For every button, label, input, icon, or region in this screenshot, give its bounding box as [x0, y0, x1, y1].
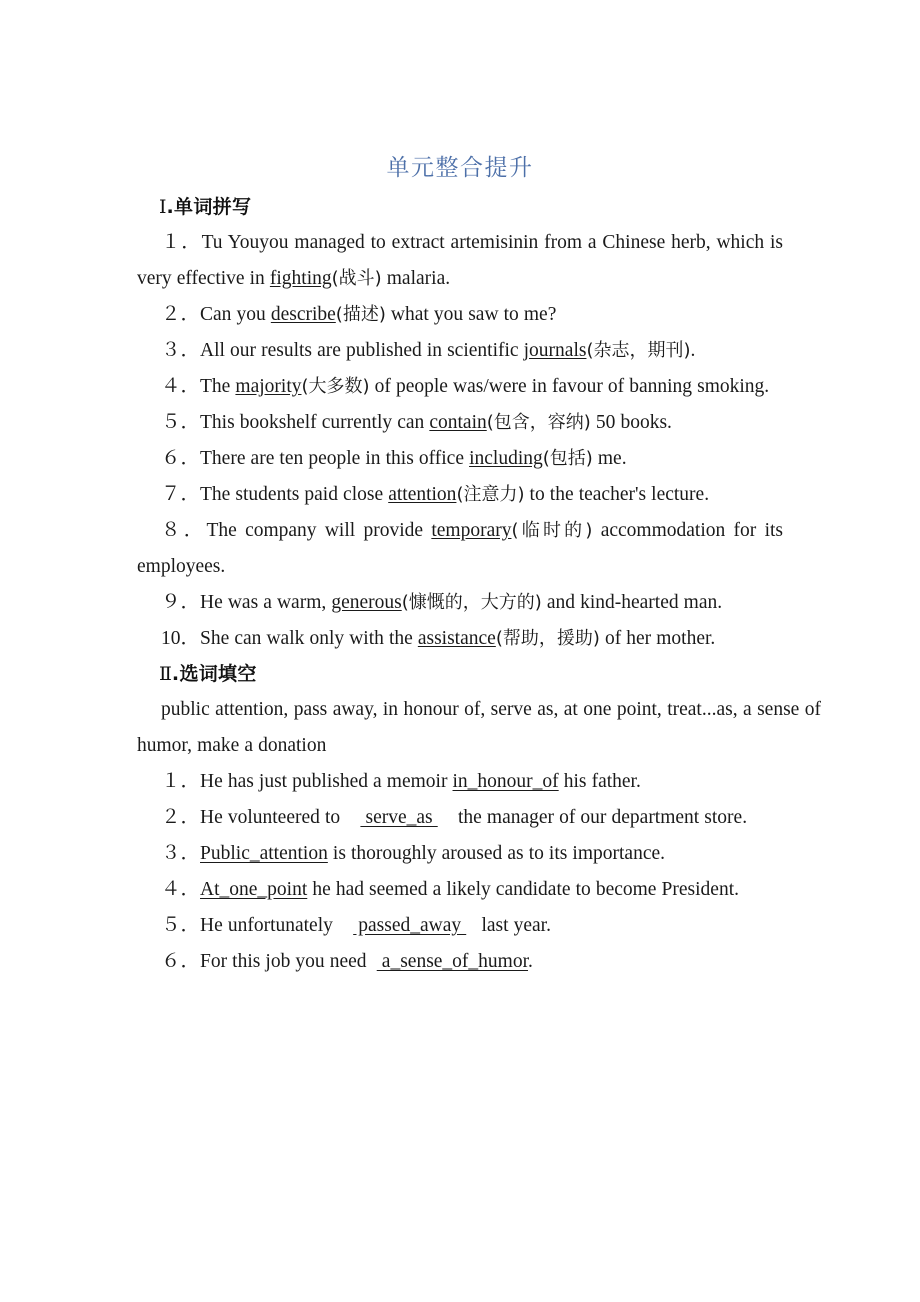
item-answer: including	[469, 448, 543, 469]
item-gloss: (战斗)	[331, 268, 382, 289]
exercise-item	[137, 908, 821, 944]
section-numeral-2: Ⅱ	[159, 664, 172, 685]
document-content	[137, 150, 821, 980]
item-text-before: All our results are published in scientific	[200, 340, 524, 361]
exercise-item	[137, 441, 783, 477]
item-number: ６．	[161, 951, 201, 972]
item-number: ７．	[161, 484, 201, 505]
section-heading-2	[137, 657, 783, 692]
item-text-after: .	[528, 951, 533, 972]
item-gloss: (杂志，期刊)	[586, 340, 691, 361]
item-answer-blank: a_sense_of_humor	[376, 951, 529, 972]
item-answer-blank: Public_attention	[200, 843, 328, 864]
exercise-item	[137, 333, 783, 369]
item-text-before: He unfortunately	[200, 915, 354, 936]
item-text-after: last year.	[466, 915, 551, 936]
exercise-item	[137, 225, 783, 297]
item-number: ２．	[161, 304, 201, 325]
item-number: ８．	[161, 520, 207, 541]
item-number: ４．	[161, 879, 201, 900]
item-gloss: (包含，容纳)	[486, 412, 591, 433]
item-text-after: me.	[592, 448, 627, 469]
item-text-before: The	[200, 376, 236, 397]
item-text-before: The company will provide	[206, 520, 432, 541]
item-gloss: (帮助，援助)	[495, 628, 600, 649]
item-text-before: Tu Youyou managed to extract artemisinin from a Chinese herb, which is very effective in	[137, 232, 783, 289]
item-text-after: he had seemed a likely candidate to become President.	[307, 879, 739, 900]
item-answer: journals	[523, 340, 587, 361]
exercise-item	[137, 297, 783, 333]
section-separator-1: .	[166, 196, 175, 218]
item-text-after: of her mother.	[599, 628, 716, 649]
item-text-after: to the teacher's lecture.	[524, 484, 710, 505]
item-text-after: accommodation for its employees.	[137, 520, 784, 577]
section-heading-1	[137, 190, 783, 225]
item-text-after: malaria.	[381, 268, 451, 289]
item-text-before: This bookshelf currently can	[200, 412, 430, 433]
item-answer: contain	[429, 412, 487, 433]
item-text-after: his father.	[558, 771, 641, 792]
page-title: 单元整合提升	[386, 155, 534, 181]
item-text-after: is thoroughly aroused as to its importance.	[327, 843, 666, 864]
item-text-after: what you saw to me?	[385, 304, 557, 325]
item-text-after: and kind-hearted man.	[541, 592, 723, 613]
item-text-before: He volunteered to	[200, 807, 361, 828]
section-title-2: 选词填空	[179, 663, 257, 685]
section-title-1: 单词拼写	[174, 196, 252, 218]
item-gloss: (描述)	[335, 304, 386, 325]
item-number: ２．	[161, 807, 201, 828]
item-gloss: (注意力)	[456, 484, 525, 505]
item-number: ５．	[161, 915, 201, 936]
item-text-after: of people was/were in favour of banning smoking.	[369, 376, 770, 397]
exercise-item	[137, 477, 783, 513]
exercise-item	[137, 405, 783, 441]
item-text-after: 50 books.	[590, 412, 672, 433]
item-answer: temporary	[431, 520, 512, 541]
exercise-item	[137, 369, 783, 405]
item-number: ３．	[161, 843, 201, 864]
item-number: ５．	[161, 412, 201, 433]
item-answer: describe	[270, 304, 336, 325]
item-text-before: There are ten people in this office	[200, 448, 470, 469]
exercise-item	[137, 585, 783, 621]
item-gloss: (大多数)	[301, 376, 370, 397]
word-bank: public attention, pass away, in honour of, serve as, at one point, treat...as, a sense of humor, make a donation	[137, 699, 821, 756]
exercise-item	[137, 513, 783, 585]
section-numeral-1: Ⅰ	[159, 197, 167, 218]
item-answer: assistance	[417, 628, 496, 649]
exercise-item	[137, 872, 821, 908]
exercise-item	[137, 764, 821, 800]
item-text-before: Can you	[200, 304, 271, 325]
item-gloss: (临时的)	[511, 520, 593, 541]
item-number: １．	[161, 771, 201, 792]
item-answer: generous	[331, 592, 402, 613]
item-answer-blank: serve_as	[360, 807, 438, 828]
item-answer-blank: in_honour_of	[452, 771, 559, 792]
exercise-item	[137, 944, 821, 980]
item-text-before: He was a warm,	[200, 592, 332, 613]
exercise-item	[137, 621, 783, 657]
exercise-item	[137, 836, 821, 872]
exercise-item	[137, 800, 821, 836]
item-number: ３．	[161, 340, 201, 361]
item-answer: attention	[388, 484, 457, 505]
item-number: ４．	[161, 376, 201, 397]
item-text-before: The students paid close	[200, 484, 389, 505]
item-answer-blank: At_one_point	[200, 879, 308, 900]
item-number: ６．	[161, 448, 201, 469]
item-gloss: (包括)	[542, 448, 593, 469]
item-answer: majority	[235, 376, 302, 397]
item-answer: fighting	[269, 268, 332, 289]
item-text-before: For this job you need	[200, 951, 377, 972]
item-gloss: (慷慨的，大方的)	[401, 592, 542, 613]
item-number: 10．	[161, 628, 201, 649]
section-separator-2: .	[171, 663, 180, 685]
item-text-before: He has just published a memoir	[200, 771, 453, 792]
item-text-after: the manager of our department store.	[437, 807, 748, 828]
item-answer-blank: passed_away	[353, 915, 467, 936]
item-text-before: She can walk only with the	[200, 628, 418, 649]
item-number: １．	[161, 232, 202, 253]
item-text-after: .	[690, 340, 696, 361]
item-number: ９．	[161, 592, 201, 613]
